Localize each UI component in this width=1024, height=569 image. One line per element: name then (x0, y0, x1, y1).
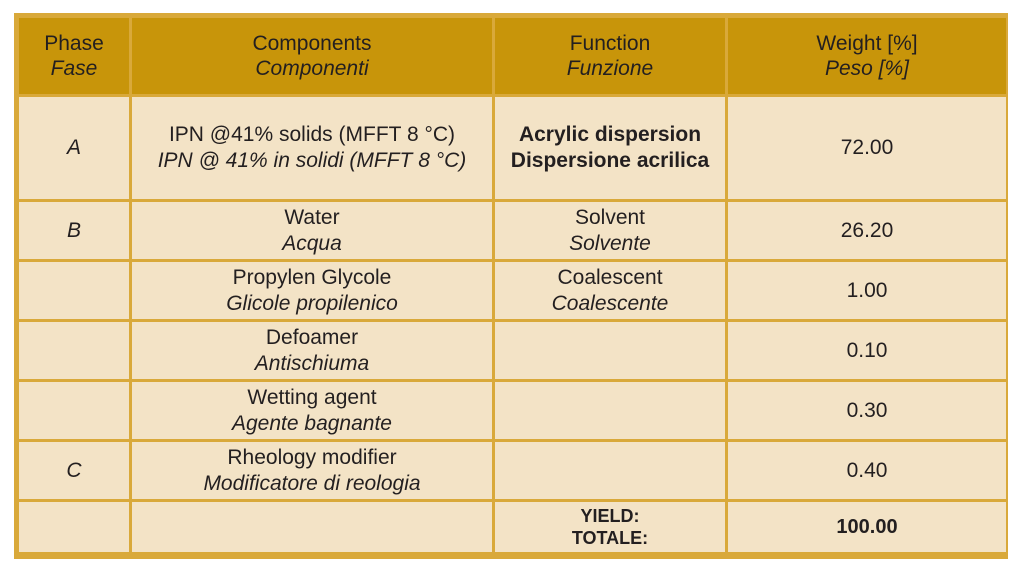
table-row (19, 262, 1006, 319)
function-en: Solvent (574, 205, 646, 229)
total-component-cell (132, 502, 492, 552)
component-cell (132, 322, 492, 379)
table-header-row (19, 18, 1006, 94)
weight-cell: 0.30 (728, 382, 1006, 439)
total-label-it: TOTALE: (571, 528, 649, 548)
phase-cell: B (19, 202, 129, 259)
total-phase-cell (19, 502, 129, 552)
component-name-en: Water (284, 205, 340, 229)
function-it: Solvente (569, 231, 651, 255)
header-phase-it: Fase (50, 57, 98, 80)
total-label-en: YIELD: (580, 506, 640, 526)
component-cell (132, 262, 492, 319)
table-row (19, 97, 1006, 199)
header-function-en: Function (569, 32, 651, 55)
component-name-it: Agente bagnante (232, 411, 392, 435)
header-weight-it: Peso [%] (824, 57, 910, 80)
function-en: Acrylic dispersion (518, 123, 702, 146)
function-cell (495, 202, 725, 259)
function-it: Dispersione acrilica (510, 149, 710, 172)
function-cell (495, 322, 725, 379)
formulation-table-frame (14, 13, 1008, 559)
total-label-cell (495, 502, 725, 552)
component-name-it: Modificatore di reologia (203, 471, 421, 495)
header-function (495, 18, 725, 94)
header-components-it: Componenti (255, 57, 369, 80)
table-row (19, 442, 1006, 499)
phase-cell (19, 382, 129, 439)
function-cell (495, 382, 725, 439)
formulation-table (16, 15, 1009, 555)
header-weight-en: Weight [%] (816, 32, 918, 55)
phase-cell (19, 322, 129, 379)
header-components (132, 18, 492, 94)
component-cell (132, 442, 492, 499)
header-components-en: Components (252, 32, 372, 55)
total-value-cell: 100.00 (728, 502, 1006, 552)
function-it: Coalescente (551, 291, 669, 315)
weight-cell: 0.10 (728, 322, 1006, 379)
weight-cell: 26.20 (728, 202, 1006, 259)
component-name-it: Antischiuma (254, 351, 370, 375)
header-phase-en: Phase (44, 32, 104, 55)
table-row (19, 202, 1006, 259)
function-cell (495, 442, 725, 499)
weight-cell: 0.40 (728, 442, 1006, 499)
component-name-it: IPN @ 41% in solidi (MFFT 8 °C) (157, 149, 467, 172)
table-row (19, 322, 1006, 379)
header-weight (728, 18, 1006, 94)
component-name-en: Propylen Glycole (232, 265, 392, 289)
weight-cell: 72.00 (728, 97, 1006, 199)
component-cell (132, 97, 492, 199)
component-cell (132, 382, 492, 439)
phase-cell: A (19, 97, 129, 199)
phase-cell: C (19, 442, 129, 499)
phase-cell (19, 262, 129, 319)
function-cell (495, 262, 725, 319)
component-name-en: IPN @41% solids (MFFT 8 °C) (168, 123, 456, 146)
total-row (19, 502, 1006, 552)
component-name-en: Wetting agent (247, 385, 377, 409)
component-name-en: Rheology modifier (227, 445, 397, 469)
function-en: Coalescent (557, 265, 663, 289)
weight-cell: 1.00 (728, 262, 1006, 319)
function-cell (495, 97, 725, 199)
component-cell (132, 202, 492, 259)
component-name-it: Glicole propilenico (226, 291, 398, 315)
component-name-en: Defoamer (265, 325, 359, 349)
header-phase (19, 18, 129, 94)
header-function-it: Funzione (566, 57, 654, 80)
table-row (19, 382, 1006, 439)
component-name-it: Acqua (282, 231, 342, 255)
